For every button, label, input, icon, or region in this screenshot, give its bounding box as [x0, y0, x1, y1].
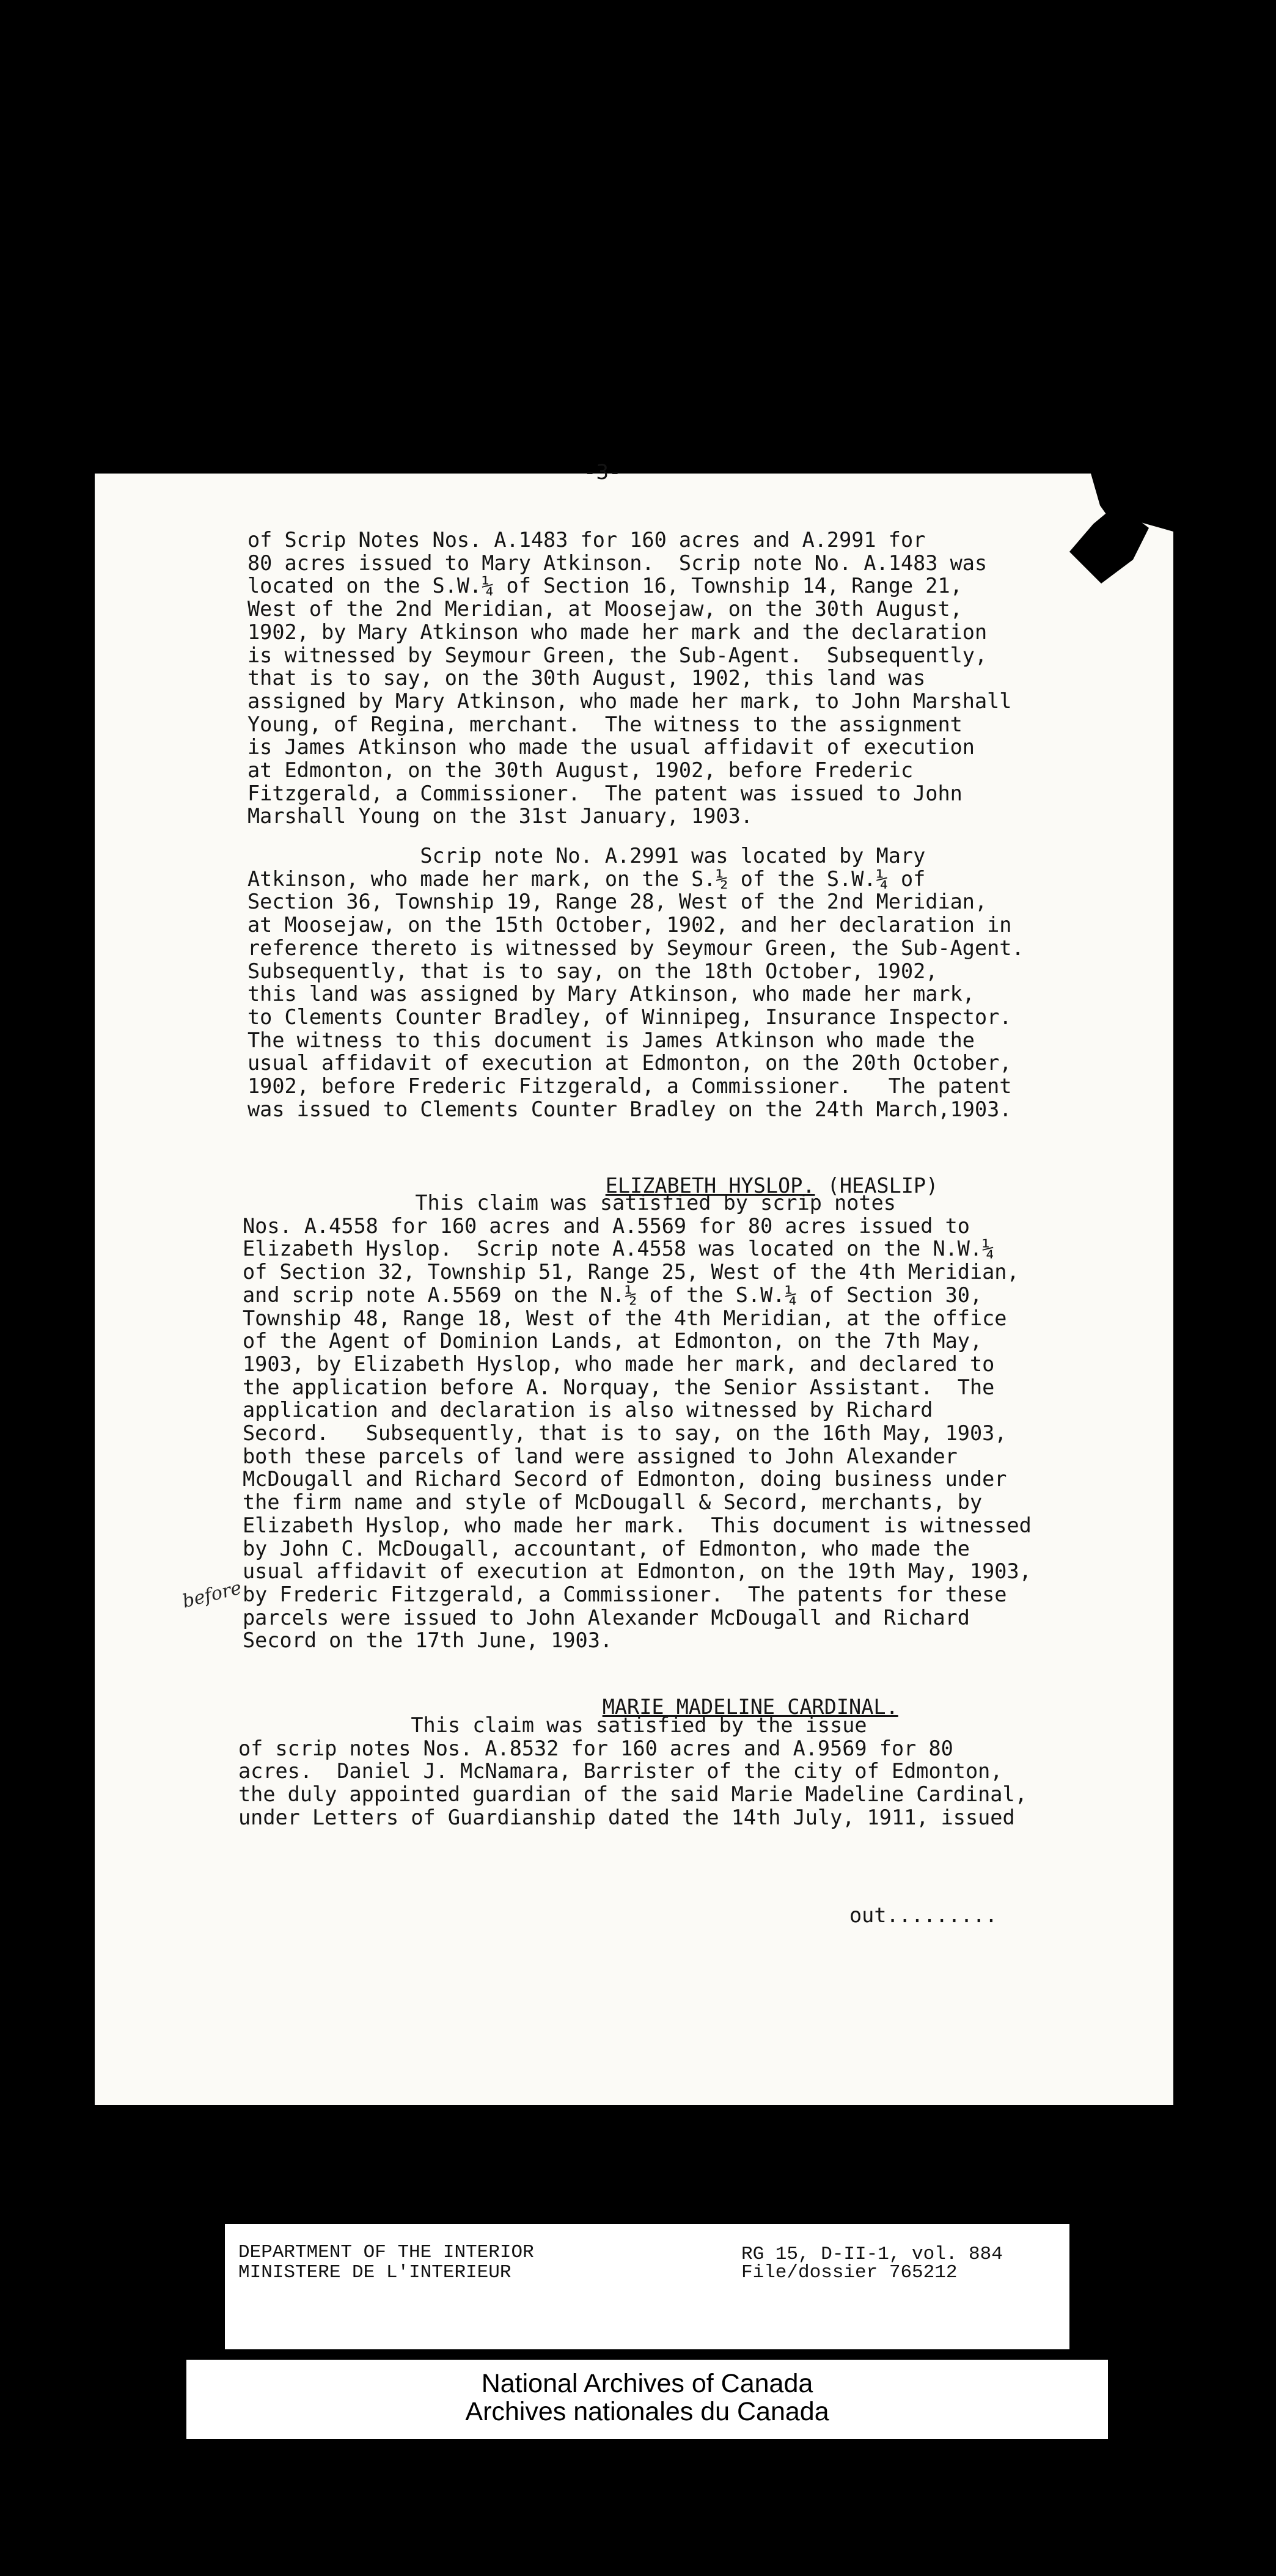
department-english: DEPARTMENT OF THE INTERIOR [238, 2242, 534, 2263]
paragraph-cardinal-claim: This claim was satisfied by the issue of scrip notes Nos. A.8532 for 160 acres and A.9569 for 80 acres. Daniel J. McNamara, Barrister of the city of Edmonton, the duly appointed guardian of the said Marie Madeline Cardinal, under Letters of Guardianship dated the 14th July, 1911, issued [238, 1713, 1027, 1829]
archive-reference-label [225, 2224, 1069, 2349]
paragraph-hyslop-claim: This claim was satisfied by scrip notes Nos. A.4558 for 160 acres and A.5569 for 80 acres issued to Elizabeth Hyslop. Scrip note A.4558 was located on the N.W.¼ of Section 32, Township 51, Range 25, West of the 4th Meridian, and scrip note A.5569 on the N.½ of the S.W.¼ of Section 30, Township 48, Range 18, West of the 4th Meridian, at the office of the Agent of Dominion Lands, at Edmonton, on the 7th May, 1903, by Elizabeth Hyslop, who made her mark, and declared to the application before A. Norquay, the Senior Assistant. The application and declaration is also witnessed by Richard Secord. Subsequently, that is to say, on the 16th May, 1903, both these parcels of land were assigned to John Alexander McDougall and Richard Secord of Edmonton, doing business under the firm name and style of McDougall & Secord, merchants, by Elizabeth Hyslop, who made her mark. This document is witnessed by John C. McDougall, accountant, of Edmonton, who made the usual affidavit of execution at Edmonton, on the 19th May, 1903, by Frederic Fitzgerald, a Commissioner. The patents for these parcels were issued to John Alexander McDougall and Richard Secord on the 17th June, 1903. [243, 1191, 1032, 1653]
handwritten-margin-note: before [180, 1577, 244, 1612]
department-french: MINISTERE DE L'INTERIEUR [238, 2262, 512, 2283]
archives-name-french: Archives nationales du Canada [465, 2397, 829, 2426]
page-number: -3- [584, 460, 622, 485]
heading-name: ELIZABETH HYSLOP. [605, 1174, 815, 1198]
file-number: File/dossier 765212 [741, 2262, 958, 2283]
record-group-reference: RG 15, D-II-1, vol. 884 [741, 2244, 1003, 2265]
archives-name-english: National Archives of Canada [481, 2369, 813, 2398]
heading-name-2: MARIE MADELINE CARDINAL. [602, 1695, 898, 1719]
archives-credit [186, 2360, 1108, 2439]
paragraph-atkinson-a2991: Scrip note No. A.2991 was located by Mary Atkinson, who made her mark, on the S.½ of the S.W.¼ of Section 36, Township 19, Range 28, West of the 2nd Meridian, at Moosejaw, on the 15th October, 1902, and her declaration in reference thereto is witnessed by Seymour Green, the Sub-Agent. Subsequently, that is to say, on the 18th October, 1902, this land was assigned by Mary Atkinson, who made her mark, to Clements Counter Bradley, of Winnipeg, Insurance Inspector. The witness to this document is James Atkinson who made the usual affidavit of execution at Edmonton, on the 20th October, 1902, before Frederic Fitzgerald, a Commissioner. The patent was issued to Clements Counter Bradley on the 24th March,1903. [248, 844, 1024, 1121]
continuation-catchword: out......... [849, 1903, 998, 1927]
document-page [95, 460, 1173, 2105]
heading-alt-name: (HEASLIP) [815, 1174, 939, 1198]
paragraph-atkinson-a1483: of Scrip Notes Nos. A.1483 for 160 acres and A.2991 for 80 acres issued to Mary Atkinson. Scrip note No. A.1483 was located on the S.W.¼ of Section 16, Township 14, Range 21, West of the 2nd Meridian, at Moosejaw, on the 30th August, 1902, by Mary Atkinson who made her mark and the declaration is witnessed by Seymour Green, the Sub-Agent. Subsequently, that is to say, on the 30th August, 1902, this land was assigned by Mary Atkinson, who made her mark, to John Marshall Young, of Regina, merchant. The witness to the assignment is James Atkinson who made the usual affidavit of execution at Edmonton, on the 30th August, 1902, before Frederic Fitzgerald, a Commissioner. The patent was issued to John Marshall Young on the 31st January, 1903. [248, 528, 1012, 829]
